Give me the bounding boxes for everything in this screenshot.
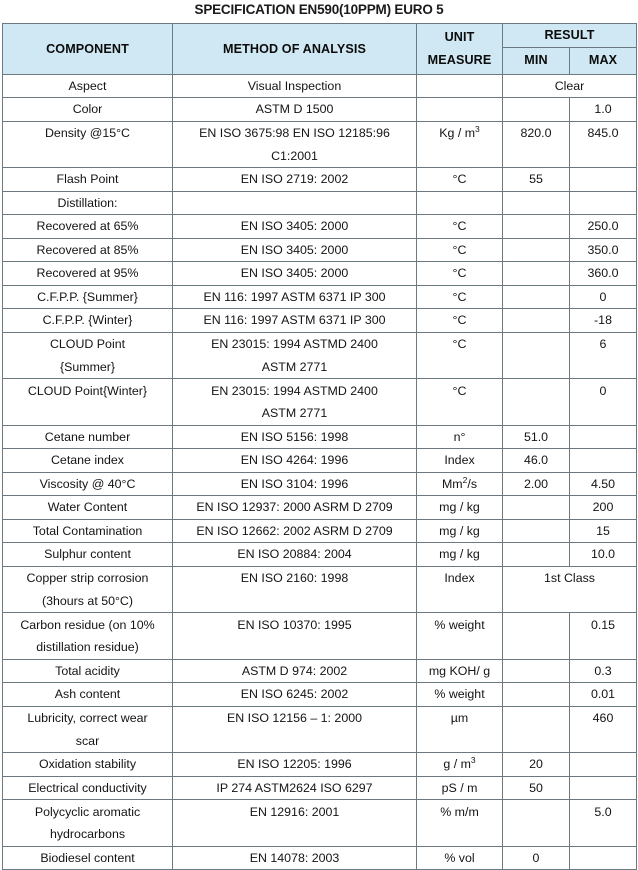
cell-component: Total Contamination xyxy=(3,519,173,543)
cell-component-line-2: scar xyxy=(75,733,100,748)
cell-unit xyxy=(417,191,503,215)
cell-unit: mg / kg xyxy=(417,543,503,567)
cell-method: EN ISO 20884: 2004 xyxy=(173,543,417,567)
table-row xyxy=(3,121,637,168)
cell-component-line-2: (3hours at 50°C) xyxy=(41,593,134,608)
table-row xyxy=(3,74,637,98)
cell-max: 0 xyxy=(570,285,637,309)
cell-min xyxy=(503,309,570,333)
cell-component: Electrical conductivity xyxy=(3,776,173,800)
cell-unit: °C xyxy=(417,332,503,379)
cell-component: C.F.P.P. {Summer} xyxy=(3,285,173,309)
cell-component: CLOUD Point{Winter} xyxy=(3,379,173,426)
cell-component: Recovered at 95% xyxy=(3,262,173,286)
table-row xyxy=(3,191,637,215)
table-row xyxy=(3,496,637,520)
cell-max: 200 xyxy=(570,496,637,520)
cell-max: 15 xyxy=(570,519,637,543)
cell-component: Recovered at 85% xyxy=(3,238,173,262)
cell-result-span: 1st Class xyxy=(503,566,637,613)
cell-unit-superscript: 3 xyxy=(475,123,480,134)
cell-component: Ash content xyxy=(3,683,173,707)
cell-max xyxy=(570,191,637,215)
table-row xyxy=(3,706,637,753)
cell-method-line-2: C1:2001 xyxy=(271,148,318,163)
table-row xyxy=(3,215,637,239)
table-row xyxy=(3,800,637,847)
cell-component-line-1: CLOUD Point xyxy=(49,337,126,351)
cell-max: 350.0 xyxy=(570,238,637,262)
cell-min: 50 xyxy=(503,776,570,800)
cell-method: EN ISO 5156: 1998 xyxy=(173,425,417,449)
cell-component: Flash Point xyxy=(3,168,173,192)
cell-max: 5.0 xyxy=(570,800,637,847)
cell-unit: mg KOH/ g xyxy=(417,659,503,683)
cell-min xyxy=(503,285,570,309)
cell-method: EN ISO 3405: 2000 xyxy=(173,238,417,262)
cell-component: Cetane number xyxy=(3,425,173,449)
cell-unit: °C xyxy=(417,262,503,286)
cell-max xyxy=(570,846,637,870)
cell-max: 4.50 xyxy=(570,472,637,496)
cell-component: Sulphur content xyxy=(3,543,173,567)
cell-unit: g / $m^3$ xyxy=(417,753,503,777)
cell-method: ASTM D 1500 xyxy=(173,98,417,122)
cell-component xyxy=(3,613,173,660)
cell-max: 360.0 xyxy=(570,262,637,286)
cell-method xyxy=(173,379,417,426)
cell-min xyxy=(503,496,570,520)
cell-unit: Index xyxy=(417,449,503,473)
cell-component: Color xyxy=(3,98,173,122)
cell-component-line-2: distillation residue) xyxy=(36,640,139,654)
cell-min xyxy=(503,613,570,660)
cell-min xyxy=(503,519,570,543)
cell-method: ASTM D 974: 2002 xyxy=(173,659,417,683)
cell-component-line-1: Polycyclic aromatic xyxy=(34,804,141,819)
cell-method-line-1: EN 23015: 1994 ASTMD 2400 xyxy=(211,383,378,398)
cell-min: 51.0 xyxy=(503,425,570,449)
column-header-component: COMPONENT xyxy=(3,24,173,75)
cell-component: Aspect xyxy=(3,74,173,98)
cell-method-line-2: ASTM 2771 xyxy=(261,406,328,420)
cell-unit: n° xyxy=(417,425,503,449)
column-header-result: RESULT xyxy=(503,24,637,48)
cell-unit: °C xyxy=(417,309,503,333)
cell-component: C.F.P.P. {Winter} xyxy=(3,309,173,333)
cell-component: Viscosity @ 40°C xyxy=(3,472,173,496)
cell-method: EN ISO 3405: 2000 xyxy=(173,262,417,286)
cell-max: 250.0 xyxy=(570,215,637,239)
cell-min xyxy=(503,332,570,379)
cell-min xyxy=(503,98,570,122)
column-header-min: MIN xyxy=(503,47,570,74)
table-row xyxy=(3,309,637,333)
cell-unit: % m/m xyxy=(417,800,503,847)
cell-unit: mg / kg xyxy=(417,519,503,543)
cell-unit: °C xyxy=(417,168,503,192)
table-row xyxy=(3,846,637,870)
cell-component: Density @15°C xyxy=(3,121,173,168)
column-header-unit-measure xyxy=(417,24,503,75)
cell-component-line-2: hydrocarbons xyxy=(49,827,126,841)
table-row xyxy=(3,543,637,567)
unit-header-line-2: MEASURE xyxy=(427,52,492,67)
cell-component-line-1: Copper strip corrosion xyxy=(26,571,149,585)
cell-min xyxy=(503,379,570,426)
unit-header-line-1: UNIT xyxy=(444,30,475,45)
cell-max: 0.3 xyxy=(570,659,637,683)
header-row-1 xyxy=(3,24,637,48)
table-row xyxy=(3,683,637,707)
table-header xyxy=(3,24,637,75)
cell-method: EN ISO 12205: 1996 xyxy=(173,753,417,777)
cell-component: Recovered at 65% xyxy=(3,215,173,239)
cell-min xyxy=(503,683,570,707)
table-row xyxy=(3,262,637,286)
cell-unit xyxy=(417,74,503,98)
cell-unit xyxy=(417,98,503,122)
cell-component xyxy=(3,800,173,847)
cell-method: EN ISO 12662: 2002 ASRM D 2709 xyxy=(173,519,417,543)
cell-method: EN ISO 2160: 1998 xyxy=(173,566,417,613)
cell-unit: mg / kg xyxy=(417,496,503,520)
table-row xyxy=(3,168,637,192)
cell-method: EN ISO 2719: 2002 xyxy=(173,168,417,192)
cell-method: Visual Inspection xyxy=(173,74,417,98)
cell-max: 1.0 xyxy=(570,98,637,122)
table-body xyxy=(3,74,637,870)
table-row xyxy=(3,566,637,613)
cell-method: EN ISO 4264: 1996 xyxy=(173,449,417,473)
cell-min xyxy=(503,659,570,683)
cell-method: EN ISO 10370: 1995 xyxy=(173,613,417,660)
cell-method: EN ISO 12937: 2000 ASRM D 2709 xyxy=(173,496,417,520)
cell-method: EN ISO 3405: 2000 xyxy=(173,215,417,239)
table-row xyxy=(3,659,637,683)
cell-component-line-2: {Summer} xyxy=(59,359,116,374)
cell-unit-superscript: 3 xyxy=(470,754,476,765)
cell-method: EN ISO 12156 – 1: 2000 xyxy=(173,706,417,753)
cell-max xyxy=(570,449,637,473)
cell-max: 6 xyxy=(570,332,637,379)
table-row xyxy=(3,449,637,473)
table-row xyxy=(3,332,637,379)
table-row xyxy=(3,776,637,800)
cell-min: 0 xyxy=(503,846,570,870)
cell-max: 0 xyxy=(570,379,637,426)
table-row xyxy=(3,379,637,426)
cell-component: Cetane index xyxy=(3,449,173,473)
cell-method: IP 274 ASTM2624 ISO 6297 xyxy=(173,776,417,800)
cell-max: 0.15 xyxy=(570,613,637,660)
cell-min xyxy=(503,706,570,753)
cell-min xyxy=(503,262,570,286)
cell-method: EN 116: 1997 ASTM 6371 IP 300 xyxy=(173,285,417,309)
table-row xyxy=(3,472,637,496)
table-row xyxy=(3,98,637,122)
cell-method-line-1: EN 23015: 1994 ASTMD 2400 xyxy=(211,337,378,351)
specification-table xyxy=(2,23,637,870)
table-row xyxy=(3,753,637,777)
cell-max xyxy=(570,168,637,192)
cell-method-line-2: ASTM 2771 xyxy=(261,359,328,374)
cell-method: EN ISO 6245: 2002 xyxy=(173,683,417,707)
column-header-method-of-analysis: METHOD OF ANALYSIS xyxy=(173,24,417,75)
cell-unit: Kg / $m^3$ xyxy=(417,121,503,168)
cell-unit: % weight xyxy=(417,613,503,660)
cell-max xyxy=(570,776,637,800)
cell-unit: pS / m xyxy=(417,776,503,800)
cell-min: 55 xyxy=(503,168,570,192)
cell-unit: % weight xyxy=(417,683,503,707)
cell-method: EN 12916: 2001 xyxy=(173,800,417,847)
cell-component xyxy=(3,332,173,379)
cell-method xyxy=(173,191,417,215)
cell-component-line-1: Carbon residue (on 10% xyxy=(20,617,155,632)
cell-min xyxy=(503,191,570,215)
cell-unit: °C xyxy=(417,379,503,426)
cell-max: 0.01 xyxy=(570,683,637,707)
cell-min: 46.0 xyxy=(503,449,570,473)
column-header-max: MAX xyxy=(570,47,637,74)
cell-max: 460 xyxy=(570,706,637,753)
cell-component: Oxidation stability xyxy=(3,753,173,777)
table-row xyxy=(3,285,637,309)
page-title: SPECIFICATION EN590(10PPM) EURO 5 xyxy=(194,2,444,17)
cell-unit-superscript: 2 xyxy=(462,474,468,485)
cell-min xyxy=(503,800,570,847)
cell-component: Biodiesel content xyxy=(3,846,173,870)
cell-min xyxy=(503,215,570,239)
table-row xyxy=(3,613,637,660)
cell-unit: % vol xyxy=(417,846,503,870)
cell-max: 845.0 xyxy=(570,121,637,168)
cell-max: 10.0 xyxy=(570,543,637,567)
cell-unit: µm xyxy=(417,706,503,753)
cell-min: 820.0 xyxy=(503,121,570,168)
cell-method xyxy=(173,332,417,379)
cell-min: 2.00 xyxy=(503,472,570,496)
cell-method: EN 14078: 2003 xyxy=(173,846,417,870)
cell-unit: Mm$^2$/s xyxy=(417,472,503,496)
cell-min: 20 xyxy=(503,753,570,777)
cell-min xyxy=(503,543,570,567)
cell-component xyxy=(3,566,173,613)
cell-unit: Index xyxy=(417,566,503,613)
cell-max xyxy=(570,753,637,777)
cell-unit: °C xyxy=(417,215,503,239)
cell-method xyxy=(173,121,417,168)
table-row xyxy=(3,519,637,543)
cell-component-line-1: Lubricity, correct wear xyxy=(27,711,148,725)
cell-min xyxy=(503,238,570,262)
table-row xyxy=(3,238,637,262)
cell-component: Total acidity xyxy=(3,659,173,683)
cell-method-line-1: EN ISO 3675:98 EN ISO 12185:96 xyxy=(199,126,390,140)
cell-max xyxy=(570,425,637,449)
cell-max: -18 xyxy=(570,309,637,333)
cell-component xyxy=(3,706,173,753)
cell-unit: °C xyxy=(417,285,503,309)
cell-unit: °C xyxy=(417,238,503,262)
cell-component: Water Content xyxy=(3,496,173,520)
cell-component: Distillation: xyxy=(3,191,173,215)
table-row xyxy=(3,425,637,449)
cell-method: EN 116: 1997 ASTM 6371 IP 300 xyxy=(173,309,417,333)
cell-result-span: Clear xyxy=(503,74,637,98)
cell-method: EN ISO 3104: 1996 xyxy=(173,472,417,496)
